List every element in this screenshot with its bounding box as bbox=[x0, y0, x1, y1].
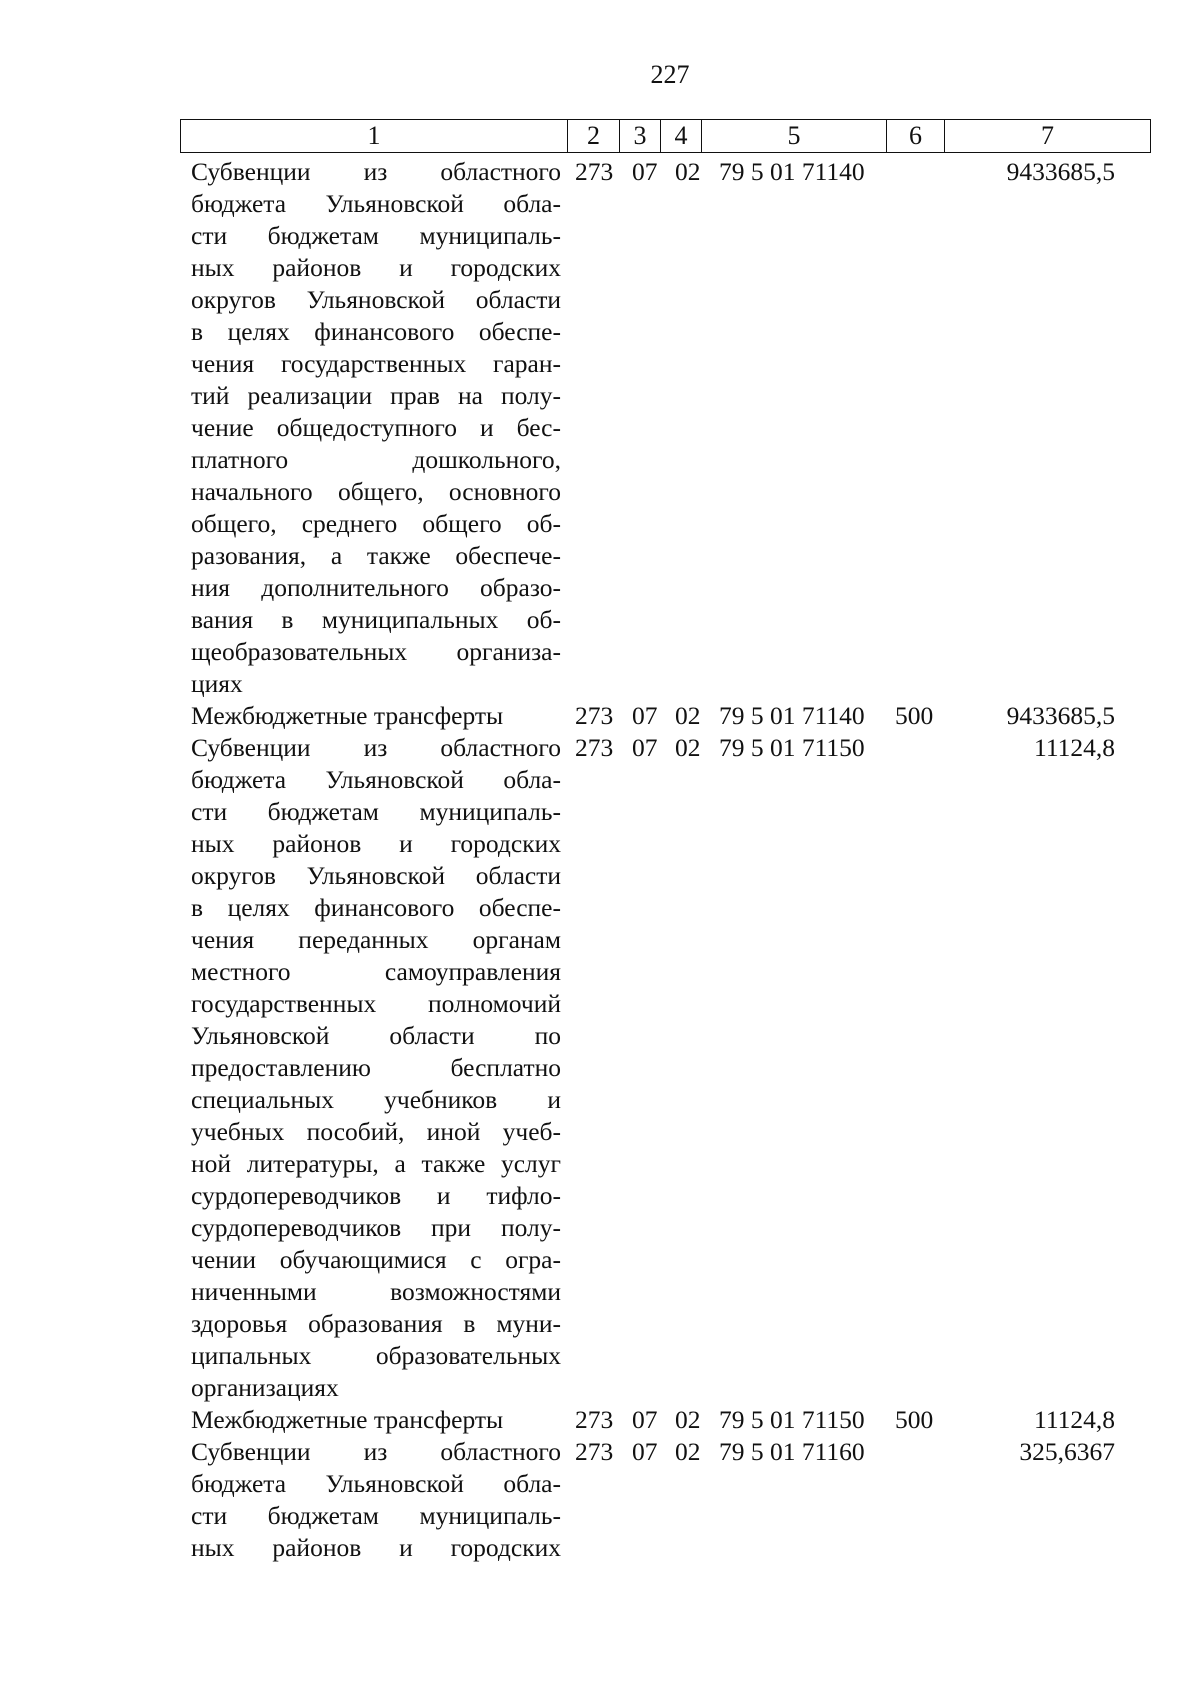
table-row bbox=[0, 1404, 1200, 1436]
column-header-row bbox=[181, 120, 1151, 153]
description-line: государственных полномочий bbox=[191, 989, 561, 1018]
description-line: здоровья образования в муни- bbox=[191, 1309, 561, 1338]
description-line: ниченными возможностями bbox=[191, 1277, 561, 1306]
code-c6: 500 bbox=[895, 1405, 934, 1434]
description-line: в целях финансового обеспе- bbox=[191, 893, 561, 922]
description-line: сти бюджетам муниципаль- bbox=[191, 797, 561, 826]
row-description bbox=[191, 156, 561, 700]
description-line: организациях bbox=[191, 1373, 339, 1402]
code-c5: 79 5 01 71150 bbox=[719, 1405, 865, 1434]
code-c5: 79 5 01 71140 bbox=[719, 157, 865, 186]
description-line: местного самоуправления bbox=[191, 957, 561, 986]
row-value: 11124,8 bbox=[1034, 1405, 1115, 1434]
column-header-4: 4 bbox=[661, 120, 702, 153]
column-header-2: 2 bbox=[568, 120, 620, 153]
description-line: Субвенции из областного bbox=[191, 157, 561, 186]
description-line: Субвенции из областного bbox=[191, 733, 561, 762]
code-c2: 273 bbox=[575, 157, 614, 186]
description-line: ния дополнительного образо- bbox=[191, 573, 561, 602]
code-c4: 02 bbox=[675, 1437, 701, 1466]
description-line: учебных пособий, иной учеб- bbox=[191, 1117, 561, 1146]
code-c2: 273 bbox=[575, 701, 614, 730]
column-header-3: 3 bbox=[620, 120, 661, 153]
description-line: платного дошкольного, bbox=[191, 445, 561, 474]
row-value: 11124,8 bbox=[1034, 733, 1115, 762]
code-c2: 273 bbox=[575, 1405, 614, 1434]
description-line: начального общего, основного bbox=[191, 477, 561, 506]
code-c4: 02 bbox=[675, 157, 701, 186]
column-header-7: 7 bbox=[945, 120, 1151, 153]
description-line: щеобразовательных организа- bbox=[191, 637, 561, 666]
code-c3: 07 bbox=[632, 701, 658, 730]
description-line: чения государственных гаран- bbox=[191, 349, 561, 378]
description-line: циях bbox=[191, 669, 243, 698]
description-line: общего, среднего общего об- bbox=[191, 509, 561, 538]
description-line: ных районов и городских bbox=[191, 829, 561, 858]
table-row bbox=[0, 156, 1200, 700]
table-row bbox=[0, 700, 1200, 732]
description-line: предоставлению бесплатно bbox=[191, 1053, 561, 1082]
code-c4: 02 bbox=[675, 733, 701, 762]
description-line: ципальных образовательных bbox=[191, 1341, 561, 1370]
row-description bbox=[191, 700, 561, 732]
code-c2: 273 bbox=[575, 733, 614, 762]
column-header-5: 5 bbox=[702, 120, 887, 153]
table-row bbox=[0, 1436, 1200, 1564]
table-row bbox=[0, 732, 1200, 1404]
description-line: сурдопереводчиков при полу- bbox=[191, 1213, 561, 1242]
code-c3: 07 bbox=[632, 733, 658, 762]
description-line: бюджета Ульяновской обла- bbox=[191, 189, 561, 218]
description-line: ных районов и городских bbox=[191, 253, 561, 282]
description-line: ной литературы, а также услуг bbox=[191, 1149, 561, 1178]
column-header-table bbox=[180, 119, 1151, 153]
code-c4: 02 bbox=[675, 701, 701, 730]
row-description bbox=[191, 1436, 561, 1564]
description-line: бюджета Ульяновской обла- bbox=[191, 765, 561, 794]
description-line: округов Ульяновской области bbox=[191, 861, 561, 890]
code-c6: 500 bbox=[895, 701, 934, 730]
description-line: чение общедоступного и бес- bbox=[191, 413, 561, 442]
description-line: чения переданных органам bbox=[191, 925, 561, 954]
description-line: Субвенции из областного bbox=[191, 1437, 561, 1466]
description-line: разования, а также обеспече- bbox=[191, 541, 561, 570]
description-line: специальных учебников и bbox=[191, 1085, 561, 1114]
column-header-6: 6 bbox=[887, 120, 945, 153]
row-value: 9433685,5 bbox=[1006, 157, 1115, 186]
column-header-1: 1 bbox=[181, 120, 568, 153]
description-line: вания в муниципальных об- bbox=[191, 605, 561, 634]
code-c5: 79 5 01 71140 bbox=[719, 701, 865, 730]
code-c3: 07 bbox=[632, 1405, 658, 1434]
description-line: тий реализации прав на полу- bbox=[191, 381, 561, 410]
row-description bbox=[191, 732, 561, 1404]
code-c4: 02 bbox=[675, 1405, 701, 1434]
code-c5: 79 5 01 71150 bbox=[719, 733, 865, 762]
description-line: Межбюджетные трансферты bbox=[191, 1405, 504, 1434]
description-line: Межбюджетные трансферты bbox=[191, 701, 504, 730]
code-c2: 273 bbox=[575, 1437, 614, 1466]
code-c3: 07 bbox=[632, 157, 658, 186]
description-line: в целях финансового обеспе- bbox=[191, 317, 561, 346]
row-value: 9433685,5 bbox=[1006, 701, 1115, 730]
description-line: бюджета Ульяновской обла- bbox=[191, 1469, 561, 1498]
description-line: сурдопереводчиков и тифло- bbox=[191, 1181, 561, 1210]
code-c5: 79 5 01 71160 bbox=[719, 1437, 865, 1466]
description-line: сти бюджетам муниципаль- bbox=[191, 221, 561, 250]
code-c3: 07 bbox=[632, 1437, 658, 1466]
description-line: округов Ульяновской области bbox=[191, 285, 561, 314]
row-description bbox=[191, 1404, 561, 1436]
description-line: ных районов и городских bbox=[191, 1533, 561, 1562]
row-value: 325,6367 bbox=[1019, 1437, 1115, 1466]
table-body bbox=[0, 156, 1200, 1564]
page-number: 227 bbox=[650, 60, 690, 89]
description-line: Ульяновской области по bbox=[191, 1021, 561, 1050]
description-line: чении обучающимися с огра- bbox=[191, 1245, 561, 1274]
description-line: сти бюджетам муниципаль- bbox=[191, 1501, 561, 1530]
